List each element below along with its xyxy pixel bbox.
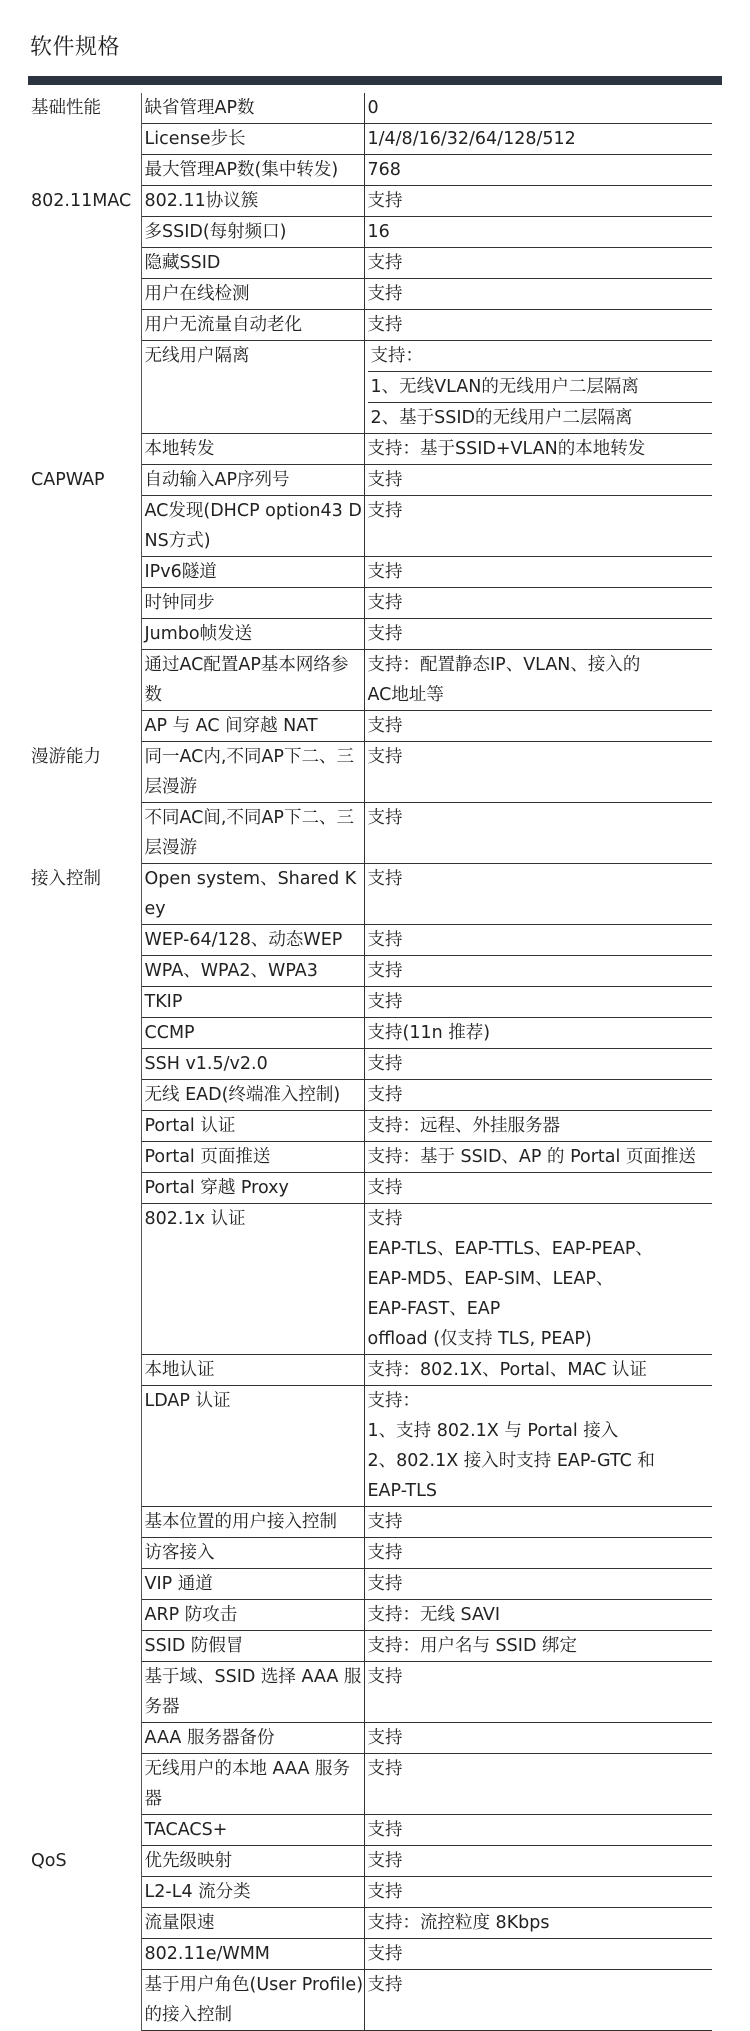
spec-feature: 优先级映射 <box>141 1846 364 1877</box>
spec-value-line: 支持 <box>367 191 403 211</box>
spec-value <box>364 588 712 619</box>
spec-value <box>364 1355 712 1386</box>
spec-row <box>28 310 712 341</box>
spec-value-line: 1、无线VLAN的无线用户二层隔离 <box>368 372 713 403</box>
spec-feature: 自动输入AP序列号 <box>141 465 364 496</box>
spec-category <box>28 279 141 310</box>
spec-feature: TKIP <box>141 987 364 1018</box>
spec-value-line: 支持 <box>367 1759 403 1779</box>
spec-value <box>364 1815 712 1846</box>
spec-value-line: 支持 <box>367 1178 403 1198</box>
spec-value <box>364 956 712 987</box>
spec-feature: TACACS+ <box>141 1815 364 1846</box>
spec-row <box>28 803 712 864</box>
spec-value <box>364 1111 712 1142</box>
spec-value-line: 支持：基于 SSID、AP 的 Portal 页面推送 <box>367 1147 696 1167</box>
spec-category <box>28 341 141 434</box>
spec-category <box>28 1754 141 1815</box>
spec-value <box>364 124 712 155</box>
spec-category <box>28 650 141 711</box>
spec-row <box>28 465 712 496</box>
spec-row <box>28 1754 712 1815</box>
spec-row <box>28 711 712 742</box>
spec-value <box>364 279 712 310</box>
spec-row <box>28 124 712 155</box>
spec-category: 接入控制 <box>28 864 141 925</box>
spec-row <box>28 956 712 987</box>
spec-feature: 无线用户的本地 AAA 服务器 <box>141 1754 364 1815</box>
spec-value <box>364 465 712 496</box>
spec-value-line: 支持 <box>367 1944 403 1964</box>
spec-value <box>364 1754 712 1815</box>
spec-value-line: 支持 <box>367 253 403 273</box>
spec-row <box>28 1507 712 1538</box>
spec-row <box>28 248 712 279</box>
spec-value <box>364 1386 712 1507</box>
spec-feature: ARP 防攻击 <box>141 1600 364 1631</box>
spec-feature: 基于用户角色(User Profile)的接入控制 <box>141 1970 364 2031</box>
spec-row <box>28 496 712 557</box>
spec-row <box>28 1846 712 1877</box>
spec-feature: CCMP <box>141 1018 364 1049</box>
spec-value-line: 支持 <box>367 1820 403 1840</box>
spec-category <box>28 1018 141 1049</box>
spec-category <box>28 1142 141 1173</box>
spec-value <box>364 1538 712 1569</box>
spec-category <box>28 248 141 279</box>
spec-value <box>364 186 712 217</box>
spec-row <box>28 1049 712 1080</box>
spec-value <box>364 1908 712 1939</box>
spec-feature: SSID 防假冒 <box>141 1631 364 1662</box>
spec-value-line: 2、802.1X 接入时支持 EAP-GTC 和 <box>367 1451 655 1471</box>
title-divider-bar <box>28 76 722 85</box>
spec-feature: 多SSID(每射频口) <box>141 217 364 248</box>
spec-value-line: EAP-MD5、EAP-SIM、LEAP、 <box>367 1269 614 1289</box>
spec-value-line: offload (仅支持 TLS, PEAP) <box>367 1329 592 1349</box>
spec-value <box>364 1939 712 1970</box>
spec-feature: AC发现(DHCP option43 DNS方式) <box>141 496 364 557</box>
spec-row <box>28 557 712 588</box>
spec-category <box>28 1723 141 1754</box>
spec-feature: 流量限速 <box>141 1908 364 1939</box>
spec-category <box>28 1355 141 1386</box>
spec-value-line: 支持：802.1X、Portal、MAC 认证 <box>367 1360 647 1380</box>
spec-feature: 访客接入 <box>141 1538 364 1569</box>
spec-category: 802.11MAC <box>28 186 141 217</box>
spec-value-line: 支持 <box>367 315 403 335</box>
spec-category <box>28 925 141 956</box>
spec-category <box>28 803 141 864</box>
spec-value <box>364 1600 712 1631</box>
spec-row <box>28 987 712 1018</box>
spec-feature: 不同AC间,不同AP下二、三层漫游 <box>141 803 364 864</box>
spec-value <box>364 93 712 124</box>
spec-feature: 同一AC内,不同AP下二、三层漫游 <box>141 742 364 803</box>
spec-value-line: 支持： <box>368 341 713 372</box>
spec-row <box>28 742 712 803</box>
spec-row <box>28 619 712 650</box>
spec-row <box>28 1662 712 1723</box>
spec-category <box>28 124 141 155</box>
spec-row <box>28 93 712 124</box>
spec-value-line: 支持 <box>367 1512 403 1532</box>
spec-row <box>28 1939 712 1970</box>
spec-value-line: 支持 <box>367 624 403 644</box>
spec-category <box>28 310 141 341</box>
spec-value <box>364 1970 712 2031</box>
spec-row <box>28 279 712 310</box>
spec-value-line: 2、基于SSID的无线用户二层隔离 <box>370 408 633 428</box>
spec-value-line: 支持 <box>367 1975 403 1995</box>
spec-feature: Portal 页面推送 <box>141 1142 364 1173</box>
spec-category <box>28 496 141 557</box>
spec-row <box>28 1173 712 1204</box>
spec-category <box>28 557 141 588</box>
spec-value-line: EAP-TLS <box>367 1481 437 1501</box>
spec-value-line: AC地址等 <box>367 685 444 705</box>
spec-row <box>28 864 712 925</box>
spec-value-line: 支持：用户名与 SSID 绑定 <box>367 1636 577 1656</box>
spec-feature: 本地认证 <box>141 1355 364 1386</box>
spec-category: QoS <box>28 1846 141 1877</box>
spec-row <box>28 1355 712 1386</box>
spec-feature: 802.1x 认证 <box>141 1204 364 1355</box>
spec-feature: IPv6隧道 <box>141 557 364 588</box>
spec-feature: 最大管理AP数(集中转发) <box>141 155 364 186</box>
spec-row <box>28 1970 712 2031</box>
spec-feature: 802.11协议簇 <box>141 186 364 217</box>
spec-row <box>28 1600 712 1631</box>
spec-value-line: 支持：远程、外挂服务器 <box>367 1116 560 1136</box>
spec-row <box>28 1569 712 1600</box>
spec-feature: 无线用户隔离 <box>141 341 364 434</box>
spec-category <box>28 588 141 619</box>
spec-category <box>28 1538 141 1569</box>
spec-value-line: 支持：配置静态IP、VLAN、接入的 <box>367 655 641 675</box>
spec-category <box>28 1631 141 1662</box>
spec-row <box>28 1142 712 1173</box>
spec-feature: 基于域、SSID 选择 AAA 服务器 <box>141 1662 364 1723</box>
spec-category <box>28 956 141 987</box>
spec-row <box>28 1018 712 1049</box>
spec-row <box>28 1386 712 1507</box>
spec-value-line: 支持 <box>367 747 403 767</box>
page-title: 软件规格 <box>30 35 121 60</box>
spec-value <box>364 248 712 279</box>
spec-category: 基础性能 <box>28 93 141 124</box>
spec-value-line: 16 <box>367 222 390 242</box>
spec-value <box>364 496 712 557</box>
spec-category <box>28 1908 141 1939</box>
spec-value <box>364 1142 712 1173</box>
spec-value-line: 支持 <box>367 1209 403 1229</box>
spec-value <box>364 711 712 742</box>
spec-value-line: 支持：流控粒度 8Kbps <box>367 1913 550 1933</box>
spec-value <box>364 803 712 864</box>
spec-feature: 基本位置的用户接入控制 <box>141 1507 364 1538</box>
spec-feature: Open system、Shared Key <box>141 864 364 925</box>
spec-feature: 无线 EAD(终端准入控制) <box>141 1080 364 1111</box>
spec-category: CAPWAP <box>28 465 141 496</box>
spec-value-line: 支持： <box>367 1391 420 1411</box>
spec-value <box>364 1631 712 1662</box>
spec-value-line: 支持 <box>367 1851 403 1871</box>
spec-category <box>28 1386 141 1507</box>
spec-category <box>28 1600 141 1631</box>
spec-value-line: 1、支持 802.1X 与 Portal 接入 <box>367 1421 619 1441</box>
spec-value-line: 支持 <box>367 1574 403 1594</box>
spec-value-line: EAP-FAST、EAP <box>367 1299 501 1319</box>
spec-value-line: 支持 <box>367 562 403 582</box>
spec-value <box>364 1018 712 1049</box>
spec-category <box>28 1049 141 1080</box>
spec-value <box>364 650 712 711</box>
spec-category <box>28 1939 141 1970</box>
spec-category <box>28 1173 141 1204</box>
spec-value-line: 0 <box>367 98 379 118</box>
spec-category <box>28 711 141 742</box>
spec-value <box>364 864 712 925</box>
spec-row <box>28 588 712 619</box>
spec-value-line: 支持 <box>367 501 403 521</box>
spec-value <box>364 742 712 803</box>
spec-value-line: EAP-TLS、EAP-TTLS、EAP-PEAP、 <box>367 1239 653 1259</box>
spec-value <box>364 1662 712 1723</box>
spec-value-line: 支持 <box>367 1085 403 1105</box>
spec-value <box>364 1049 712 1080</box>
spec-value <box>364 341 712 434</box>
spec-category <box>28 619 141 650</box>
spec-row <box>28 1538 712 1569</box>
spec-value <box>364 1569 712 1600</box>
spec-feature: 用户在线检测 <box>141 279 364 310</box>
spec-category <box>28 1507 141 1538</box>
spec-value <box>364 1173 712 1204</box>
spec-feature: Jumbo帧发送 <box>141 619 364 650</box>
spec-value <box>364 987 712 1018</box>
spec-category <box>28 1111 141 1142</box>
spec-category <box>28 434 141 465</box>
spec-value <box>364 155 712 186</box>
spec-category <box>28 1080 141 1111</box>
spec-value-line: 768 <box>367 160 401 180</box>
spec-row <box>28 1877 712 1908</box>
spec-feature: License步长 <box>141 124 364 155</box>
spec-feature: WPA、WPA2、WPA3 <box>141 956 364 987</box>
spec-value <box>364 1507 712 1538</box>
spec-value <box>364 217 712 248</box>
spec-value-line: 支持 <box>367 869 403 889</box>
spec-feature: 通过AC配置AP基本网络参数 <box>141 650 364 711</box>
spec-value <box>364 619 712 650</box>
spec-feature: SSH v1.5/v2.0 <box>141 1049 364 1080</box>
spec-value <box>364 925 712 956</box>
spec-value-line: 支持 <box>367 1543 403 1563</box>
spec-value-line: 支持(11n 推荐) <box>367 1023 491 1043</box>
spec-category <box>28 1815 141 1846</box>
spec-value-line: 支持 <box>367 716 403 736</box>
spec-value <box>364 557 712 588</box>
spec-value-line: 支持：无线 SAVI <box>367 1605 500 1625</box>
spec-row <box>28 186 712 217</box>
spec-feature: L2-L4 流分类 <box>141 1877 364 1908</box>
spec-row <box>28 1723 712 1754</box>
spec-category <box>28 1877 141 1908</box>
spec-value-line: 支持 <box>367 470 403 490</box>
spec-row <box>28 434 712 465</box>
spec-feature: 时钟同步 <box>141 588 364 619</box>
spec-feature: 802.11e/WMM <box>141 1939 364 1970</box>
spec-value-line: 支持 <box>367 284 403 304</box>
spec-value <box>364 310 712 341</box>
spec-feature: VIP 通道 <box>141 1569 364 1600</box>
spec-feature: 缺省管理AP数 <box>141 93 364 124</box>
spec-row <box>28 1815 712 1846</box>
spec-table-body <box>28 93 712 2031</box>
spec-feature: AAA 服务器备份 <box>141 1723 364 1754</box>
spec-row <box>28 925 712 956</box>
spec-category <box>28 1569 141 1600</box>
spec-feature: 本地转发 <box>141 434 364 465</box>
spec-value-line: 1/4/8/16/32/64/128/512 <box>367 129 576 149</box>
spec-value-line: 支持 <box>367 1882 403 1902</box>
spec-row <box>28 1204 712 1355</box>
software-spec-table <box>28 93 712 2031</box>
spec-row <box>28 155 712 186</box>
spec-category <box>28 1662 141 1723</box>
spec-value <box>364 1204 712 1355</box>
spec-value-line: 支持 <box>367 1667 403 1687</box>
spec-row <box>28 1111 712 1142</box>
spec-feature: Portal 认证 <box>141 1111 364 1142</box>
spec-category: 漫游能力 <box>28 742 141 803</box>
spec-value <box>364 1846 712 1877</box>
spec-value-line: 支持 <box>367 961 403 981</box>
spec-category <box>28 1204 141 1355</box>
spec-category <box>28 1970 141 2031</box>
spec-value-line: 支持 <box>367 930 403 950</box>
spec-value <box>364 1080 712 1111</box>
spec-feature: Portal 穿越 Proxy <box>141 1173 364 1204</box>
spec-value <box>364 434 712 465</box>
spec-value-line: 支持 <box>367 992 403 1012</box>
spec-category <box>28 217 141 248</box>
spec-row <box>28 1631 712 1662</box>
spec-row <box>28 1908 712 1939</box>
spec-value-line: 支持：基于SSID+VLAN的本地转发 <box>367 439 646 459</box>
spec-feature: WEP-64/128、动态WEP <box>141 925 364 956</box>
spec-value-line: 支持 <box>367 593 403 613</box>
spec-row <box>28 650 712 711</box>
spec-row <box>28 341 712 434</box>
spec-row <box>28 1080 712 1111</box>
spec-value <box>364 1877 712 1908</box>
spec-feature: 用户无流量自动老化 <box>141 310 364 341</box>
spec-feature: 隐藏SSID <box>141 248 364 279</box>
spec-category <box>28 987 141 1018</box>
spec-row <box>28 217 712 248</box>
spec-category <box>28 155 141 186</box>
spec-value-line: 支持 <box>367 1054 403 1074</box>
spec-feature: LDAP 认证 <box>141 1386 364 1507</box>
spec-value <box>364 1723 712 1754</box>
spec-value-line: 支持 <box>367 808 403 828</box>
spec-feature: AP 与 AC 间穿越 NAT <box>141 711 364 742</box>
spec-value-line: 支持 <box>367 1728 403 1748</box>
